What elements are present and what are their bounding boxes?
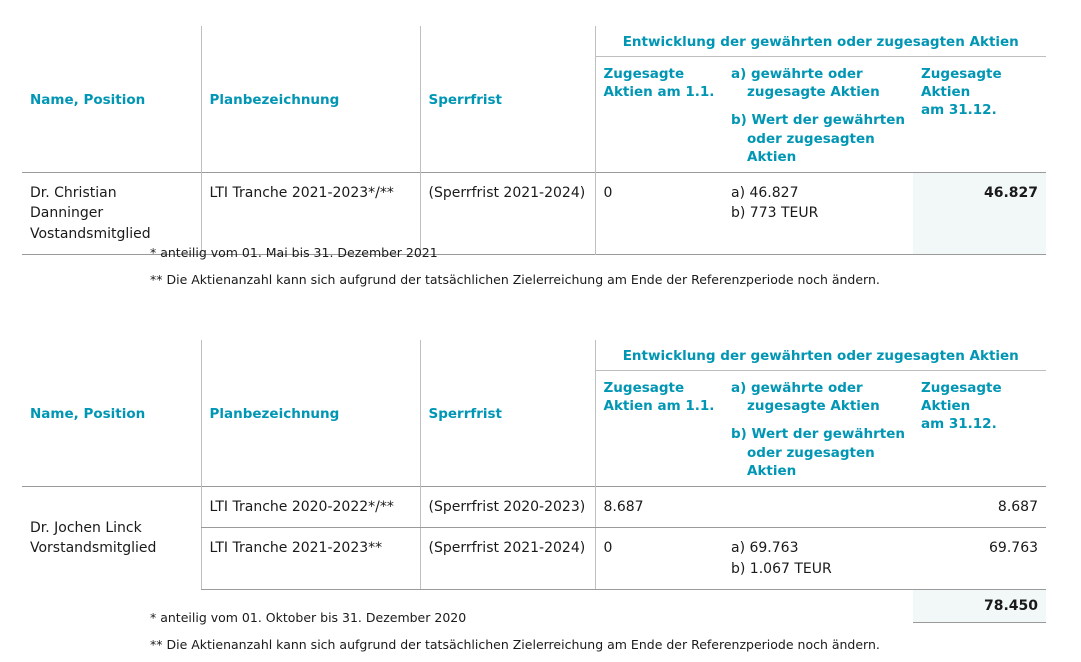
table-1-header-promised-start-line1: Zugesagte (603, 66, 685, 82)
table-2-row1-promised-start (595, 487, 723, 528)
table-1-group-header-row (22, 26, 1046, 57)
table-1-header-group (595, 26, 1046, 57)
table-2-header-promised-start (595, 371, 723, 487)
share-development-table-2 (22, 340, 1046, 623)
table-2-footnote-1-text: * anteilig vom 01. Oktober bis 31. Dezember 2020 (150, 610, 467, 625)
table-2-header-group (595, 340, 1046, 371)
table-row (22, 173, 1046, 255)
table-2-row1-plan (201, 487, 420, 528)
table-1-row-plan-label: LTI Tranche 2021-2023*/** (209, 185, 394, 202)
table-2-footnote-1 (150, 610, 466, 625)
table-1-row-promised-start-value: 0 (603, 185, 613, 202)
table-2-header-name-position-label: Name, Position (30, 405, 146, 422)
table-1-row-granted (723, 173, 913, 255)
table-2-header-granted-a-line1: a) gewährte oder (731, 380, 863, 396)
table-2-row2-granted (723, 528, 913, 590)
table-row (22, 487, 1046, 528)
table-2-header-granted (723, 371, 913, 487)
table-1-header-sperrfrist (420, 26, 595, 173)
table-1 (22, 26, 1046, 255)
table-2-total-spacer-4 (595, 589, 723, 622)
table-1-header-promised-start (595, 57, 723, 173)
table-1-header-plan (201, 26, 420, 173)
table-2-footnote-2 (150, 637, 880, 652)
table-1-footnote-2-text: ** Die Aktienanzahl kann sich aufgrund der tatsächlichen Zielerreichung am Ende der Referenzperiode noch ändern. (150, 272, 880, 287)
table-2-header-sperrfrist-label: Sperrfrist (428, 405, 503, 422)
table-2-total-value: 78.450 (983, 597, 1039, 614)
table-2-header-sperrfrist (420, 340, 595, 487)
table-2-row1-plan-label: LTI Tranche 2020-2022*/** (209, 499, 394, 516)
table-2-row1-promised-end-value: 8.687 (997, 499, 1039, 516)
table-1-row-plan (201, 173, 420, 255)
table-1-row-granted-b-value: b) 773 TEUR (731, 205, 819, 222)
table-2-row1-sperrfrist (420, 487, 595, 528)
table-1-footnote-1-text: * anteilig vom 01. Mai bis 31. Dezember 2021 (150, 245, 438, 260)
table-2-row2-granted-a-value: a) 69.763 (731, 540, 799, 557)
table-2-row2-promised-end (913, 528, 1046, 590)
table-2-row2-promised-end-value: 69.763 (989, 540, 1039, 557)
table-2-row2-sperrfrist-label: (Sperrfrist 2021-2024) (428, 540, 586, 557)
table-2-footnote-2-text: ** Die Aktienanzahl kann sich aufgrund der tatsächlichen Zielerreichung am Ende der Referenzperiode noch ändern. (150, 637, 880, 652)
table-2-row1-promised-end (913, 487, 1046, 528)
table-2-row1-sperrfrist-label: (Sperrfrist 2020-2023) (428, 499, 586, 516)
share-development-table-1 (22, 26, 1046, 255)
table-2-row2-promised-start (595, 528, 723, 590)
table-1-header-promised-end-line2: am 31.12. (921, 102, 997, 119)
table-1-header-promised-end (913, 57, 1046, 173)
table-1-header-plan-label: Planbezeichnung (209, 91, 340, 108)
table-2-total-value-cell (913, 589, 1046, 622)
table-1-header-sperrfrist-label: Sperrfrist (428, 91, 503, 108)
table-2 (22, 340, 1046, 623)
table-1-row-promised-end-value: 46.827 (983, 185, 1039, 202)
table-1-footnote-1 (150, 245, 438, 260)
table-2-row-name-line2: Vorstandsmitglied (30, 540, 157, 557)
table-1-footnote-2 (150, 272, 880, 287)
table-2-header-plan (201, 340, 420, 487)
table-1-header-granted (723, 57, 913, 173)
table-1-row-promised-start (595, 173, 723, 255)
table-2-header-promised-end (913, 371, 1046, 487)
table-2-header-granted-b-line2: oder zugesagten Aktien (747, 444, 875, 479)
table-2-row1-promised-start-value: 8.687 (603, 499, 644, 516)
table-1-row-name-line1: Dr. Christian Danninger (30, 185, 117, 222)
table-2-total-spacer-5 (723, 589, 913, 622)
table-1-row-sperrfrist-label: (Sperrfrist 2021-2024) (428, 185, 586, 202)
table-2-row2-plan-label: LTI Tranche 2021-2023** (209, 540, 383, 557)
table-2-group-header-row (22, 340, 1046, 371)
table-2-row2-plan (201, 528, 420, 590)
table-1-header-granted-b-line2: oder zugesagten Aktien (747, 130, 875, 165)
table-1-row-name-line2: Vostandsmitglied (30, 225, 151, 242)
table-2-header-granted-a-line2: zugesagte Aktien (747, 398, 880, 415)
table-2-header-plan-label: Planbezeichnung (209, 405, 340, 422)
table-1-header-granted-a-line2: zugesagte Aktien (747, 84, 880, 101)
table-2-header-promised-start-line1: Zugesagte (603, 380, 685, 396)
table-2-row-name (22, 487, 201, 590)
table-2-header-name-position (22, 340, 201, 487)
table-1-row-promised-end (913, 173, 1046, 255)
table-1-header-promised-end-line1: Zugesagte Aktien (921, 66, 1002, 101)
table-2-row2-granted-b-value: b) 1.067 TEUR (731, 560, 832, 577)
table-2-header-promised-start-line2: Aktien am 1.1. (603, 398, 715, 415)
table-2-row-name-line1: Dr. Jochen Linck (30, 519, 142, 536)
table-1-row-name (22, 173, 201, 255)
table-1-header-granted-a-line1: a) gewährte oder (731, 66, 863, 82)
table-2-header-granted-b-line1: b) Wert der gewährten (731, 426, 905, 443)
table-1-row-sperrfrist (420, 173, 595, 255)
table-1-row-granted-a-value: a) 46.827 (731, 185, 799, 202)
table-2-row1-granted (723, 487, 913, 528)
table-1-header-name-position-label: Name, Position (30, 91, 146, 108)
table-2-header-promised-end-line1: Zugesagte Aktien (921, 380, 1002, 415)
table-2-header-promised-end-line2: am 31.12. (921, 416, 997, 433)
table-1-header-name-position (22, 26, 201, 173)
table-1-header-promised-start-line2: Aktien am 1.1. (603, 84, 715, 101)
table-2-row2-sperrfrist (420, 528, 595, 590)
table-2-header-group-label: Entwicklung der gewährten oder zugesagten Aktien (622, 348, 1019, 364)
table-2-row2-promised-start-value: 0 (603, 540, 613, 557)
table-1-header-granted-b-line1: b) Wert der gewährten (731, 112, 905, 129)
table-1-header-group-label: Entwicklung der gewährten oder zugesagten Aktien (622, 34, 1019, 50)
